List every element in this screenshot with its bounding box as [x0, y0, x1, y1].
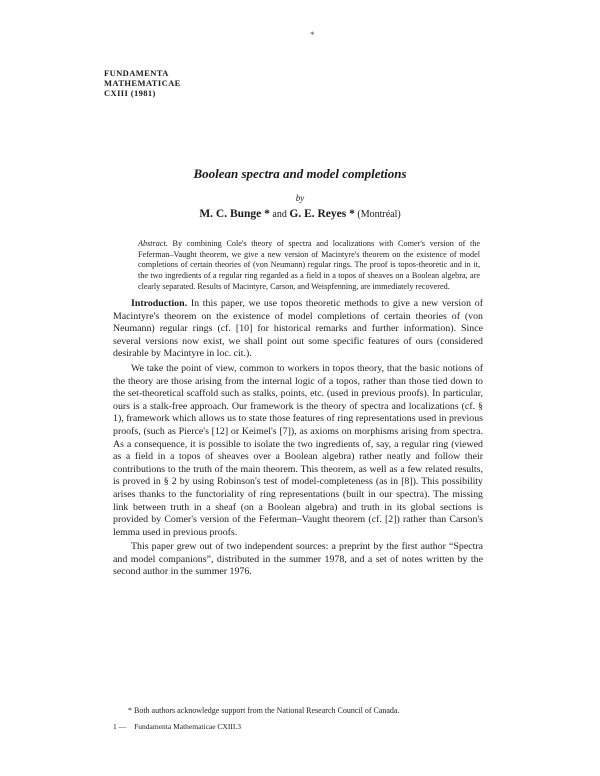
author-2: G. E. Reyes *	[289, 208, 355, 220]
author-1: M. C. Bunge *	[199, 208, 270, 220]
author-conjunction: and	[269, 209, 290, 220]
page-number: 1 —	[113, 722, 127, 731]
abstract-text: By combining Cole's theory of spectra and localizations with Comer's version of the Feferman–Vaught theorem, we give a new version of Macintyre's theorem on the existence of model completions of certain theories of (von Neumann) regular rings. The proof is topos-theoretic and in it, the two ingredients of a regular ring regarded as a field in a topos of sheaves on a Boolean algebra, are clearly separated. Results of Macintyre, Carson, and Weispfenning, are immediately recovered.	[138, 239, 480, 291]
paper-title: Boolean spectra and model completions	[193, 166, 407, 181]
journal-header	[104, 68, 181, 98]
journal-name-line1: FUNDAMENTA	[104, 68, 169, 78]
affiliation: (Montréal)	[354, 209, 401, 220]
page-footer	[113, 722, 483, 731]
paragraph-3: This paper grew out of two independent sources: a preprint by the first author “Spectra and model companions”, distributed in the summer 1978, and a set of notes written by the second author in the summer 1976.	[113, 541, 483, 578]
footer-source: Fundamenta Mathematicae CXIII.3	[134, 722, 241, 731]
paragraph-introduction-text: In this paper, we use topos theoretic methods to give a new version of Macintyre's theorem on the existence of model completions of certain theories of (von Neumann) regular rings (cf. [10] for historical remarks and further information). Since several versions now exist, we shall point out some specific features of ours (considered desirable by Macintyre in loc. cit.).	[113, 298, 483, 360]
paragraph-introduction	[113, 298, 483, 361]
top-mark: *	[310, 30, 315, 40]
abstract-label: Abstract.	[138, 239, 168, 248]
footnote: * Both authors acknowledge support from the National Research Council of Canada.	[128, 706, 400, 715]
paragraph-2: We take the point of view, common to workers in topos theory, that the basic notions of the theory are those arising from the internal logic of a topos, rather than those tied down to the set-theoretical scaffold such as stalks, points, etc. (used in previous proofs). In particular, ours is a stalk-free approach. Our framework is the theory of spectra and localizations (cf. § 1), framework which allows us to state those features of ring representations used in previous proofs, (such as Pierce's [12] or Keimel's [7]), as axioms on morphisms arising from spectra. As a consequence, it is possible to isolate the two ingredients of, say, a regular ring (viewed as a field in a topos of sheaves over a Boolean algebra) rather neatly and follow their contributions to the truth of the main theorem. This theorem, as well as a few related results, is proved in § 2 by using Robinson's test of model-completeness (as in [8]). This possibility arises thanks to the functoriality of ring representations (built in our spectra). The missing link between truth in a sheaf (on a Boolean algebra) and truth in its global sections is provided by Comer's version of the Feferman–Vaught theorem (cf. [2]) rather than Carson's lemma used in previous proofs.	[113, 362, 483, 538]
journal-name-line2: MATHEMATICAE	[104, 78, 181, 88]
introduction-heading: Introduction.	[131, 298, 188, 309]
body-text	[113, 298, 483, 579]
journal-volume: CXIII (1981)	[104, 88, 156, 98]
by-line: by	[295, 193, 305, 203]
abstract	[138, 239, 480, 293]
authors-line	[0, 208, 600, 220]
